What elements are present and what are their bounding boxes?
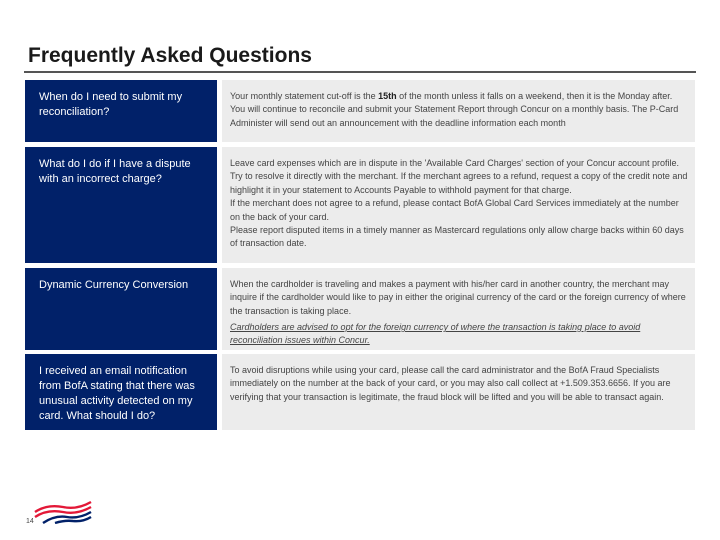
faq-answer — [222, 80, 695, 142]
page-title: Frequently Asked Questions — [28, 44, 312, 67]
faq-row-reconciliation — [25, 80, 695, 142]
faq-question: What do I do if I have a dispute with an incorrect charge? — [25, 147, 217, 263]
faq-answer-line: Leave card expenses which are in dispute in the 'Available Card Charges' section of your Concur account profile. — [230, 158, 680, 168]
faq-answer-line: To avoid disruptions while using your card, please call the card administrator and the BofA Fraud Specialists immediately on the number at the back of your card, or you may also call collect at +1.509.353.6656. If you are verifying that your transaction is legitimate, the fraud block will be lifted and you will be able to transact again. — [230, 365, 671, 402]
faq-row-dispute — [25, 147, 695, 263]
faq-answer — [222, 354, 695, 430]
faq-question: I received an email notification from BofA stating that there was unusual activity detected on my card. What should I do? — [25, 354, 217, 430]
faq-question: Dynamic Currency Conversion — [25, 268, 217, 350]
faq-answer-line: Your monthly statement cut-off is the 15th of the month unless it falls on a weekend, then it is the Monday after. You will continue to reconcile and submit your Statement Report through Concur on a monthly basis. The P-Card Administer will send out an announcement with the deadline information each month — [230, 91, 679, 128]
faq-row-unusual-activity — [25, 354, 695, 430]
faq-answer-line: If the merchant does not agree to a refund, please contact BofA Global Card Services immediately at the number on the back of your card. — [230, 198, 679, 222]
page-number: 14 — [26, 518, 34, 525]
faq-answer-line: When the cardholder is traveling and makes a payment with his/her card in another country, the merchant may inquire if the cardholder would like to pay in either the original currency of the card or the foreign currency of where the transaction is taking place. — [230, 279, 686, 316]
emphasis-text: 15th — [378, 91, 397, 101]
faq-answer — [222, 147, 695, 263]
bank-flag-logo-icon — [33, 498, 93, 524]
currency-conversion-note: Cardholders are advised to opt for the foreign currency of where the transaction is taking place to avoid reconciliation issues within Concur. — [230, 322, 641, 346]
faq-question: When do I need to submit my reconciliation? — [25, 80, 217, 142]
faq-answer-line: Please report disputed items in a timely manner as Mastercard regulations only allow charge backs within 60 days of transaction date. — [230, 225, 684, 249]
title-divider — [24, 71, 696, 73]
faq-answer-line: Try to resolve it directly with the merchant. If the merchant agrees to a refund, request a copy of the credit note and highlight it in your statement to Accounts Payable to withhold payment for that charge. — [230, 171, 688, 195]
